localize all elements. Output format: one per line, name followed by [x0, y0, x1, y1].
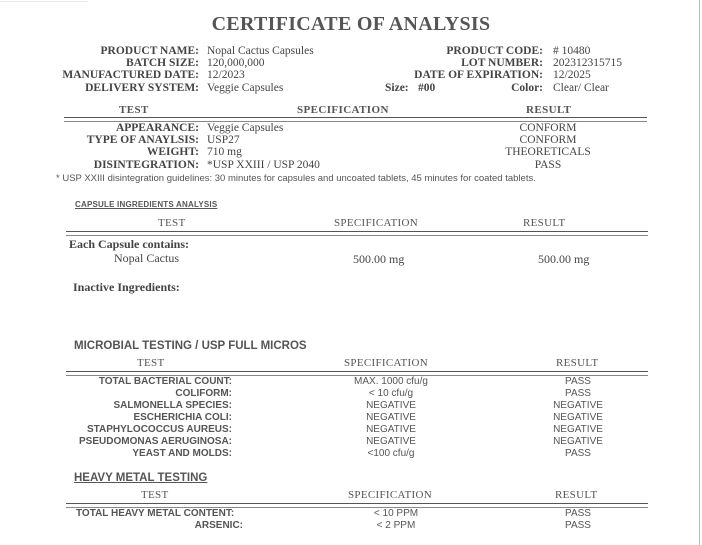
- col-header-specification: SPECIFICATION: [334, 217, 418, 229]
- micro-test-label: PSEUDOMONAS AERUGINOSA:: [79, 436, 232, 447]
- micro-test-result: NEGATIVE: [553, 436, 603, 447]
- micro-test-result: NEGATIVE: [553, 400, 603, 411]
- each-capsule-contains-label: Each Capsule contains:: [69, 237, 190, 251]
- col-header-test: TEST: [141, 489, 169, 501]
- micro-test-spec: NEGATIVE: [366, 436, 416, 447]
- test-spec: Veggie Capsules: [207, 122, 284, 134]
- product-code-label: PRODUCT CODE:: [446, 45, 543, 57]
- col-header-result: RESULT: [526, 104, 572, 116]
- scan-edge-line: [0, 1, 88, 2]
- test-spec: *USP XXIII / USP 2040: [207, 159, 320, 171]
- micro-test-spec: NEGATIVE: [366, 412, 416, 423]
- test-result: CONFORM: [519, 134, 577, 146]
- micro-test-label: STAPHYLOCOCCUS AUREUS:: [86, 424, 232, 435]
- col-header-test: TEST: [137, 357, 165, 369]
- test-label: TYPE OF ANAYLSIS:: [86, 134, 199, 146]
- test-spec: 710 mg: [207, 146, 242, 158]
- heavy-metal-test-label: ARSENIC:: [194, 520, 243, 531]
- test-spec: USP27: [207, 134, 240, 146]
- lot-number-label: LOT NUMBER:: [461, 57, 543, 69]
- size-label: Size:: [385, 82, 409, 94]
- micro-test-result: PASS: [565, 388, 591, 399]
- micro-test-spec: MAX. 1000 cfu/g: [354, 376, 428, 387]
- col-header-test: TEST: [158, 217, 186, 229]
- col-header-specification: SPECIFICATION: [348, 489, 432, 501]
- micro-test-result: PASS: [565, 376, 591, 387]
- test-label: DISINTEGRATION:: [93, 159, 199, 171]
- capsule-ingredients-heading: CAPSULE INGREDIENTS ANALYSIS: [75, 200, 218, 209]
- product-name-value: Nopal Cactus Capsules: [207, 45, 314, 57]
- delivery-system-label: DELIVERY SYSTEM:: [85, 82, 199, 94]
- test-result: PASS: [534, 159, 562, 171]
- micro-test-result: NEGATIVE: [553, 424, 603, 435]
- ingredient-name: Nopal Cactus: [114, 251, 179, 265]
- lot-number-value: 202312315715: [553, 57, 622, 69]
- batch-size-value: 120,000,000: [207, 57, 265, 69]
- document-title: CERTIFICATE OF ANALYSIS: [211, 13, 491, 35]
- col-header-test: TEST: [119, 104, 149, 116]
- col-header-specification: SPECIFICATION: [297, 104, 389, 116]
- micro-test-label: TOTAL BACTERIAL COUNT:: [98, 376, 232, 387]
- ingredient-result: 500.00 mg: [538, 252, 590, 266]
- col-header-result: RESULT: [555, 489, 598, 501]
- product-code-value: # 10480: [553, 45, 591, 57]
- micro-test-spec: NEGATIVE: [366, 400, 416, 411]
- col-header-result: RESULT: [556, 357, 599, 369]
- expiration-date-label: DATE OF EXPIRATION:: [414, 69, 543, 81]
- col-header-specification: SPECIFICATION: [344, 357, 428, 369]
- heavy-metal-test-label: TOTAL HEAVY METAL CONTENT:: [76, 508, 235, 519]
- heavy-metal-spec: < 10 PPM: [373, 508, 419, 519]
- disintegration-footnote: * USP XXIII disintegration guidelines: 30 minutes for capsules and uncoated tablets, 45 minutes for coated tablets.: [56, 173, 536, 184]
- batch-size-label: BATCH SIZE:: [126, 57, 199, 69]
- product-name-label: PRODUCT NAME:: [100, 45, 199, 57]
- color-label: Color:: [511, 82, 543, 94]
- manufactured-date-value: 12/2023: [207, 69, 245, 81]
- heavy-metal-spec: < 2 PPM: [376, 520, 416, 531]
- manufactured-date-label: MANUFACTURED DATE:: [62, 69, 199, 81]
- test-result: CONFORM: [519, 122, 577, 134]
- micro-test-result: NEGATIVE: [553, 412, 603, 423]
- micro-test-label: SALMONELLA SPECIES:: [113, 400, 232, 411]
- micro-test-label: COLIFORM:: [175, 388, 232, 399]
- micro-test-label: YEAST AND MOLDS:: [132, 448, 232, 459]
- test-label: WEIGHT:: [146, 146, 199, 158]
- test-result: THEORETICALS: [505, 146, 591, 158]
- inactive-ingredients-label: Inactive Ingredients:: [73, 280, 180, 294]
- test-label: APPEARANCE:: [115, 122, 199, 134]
- micro-test-spec: NEGATIVE: [366, 424, 416, 435]
- micro-test-result: PASS: [565, 448, 591, 459]
- micro-test-spec: < 10 cfu/g: [368, 388, 414, 399]
- micro-test-label: ESCHERICHIA COLI:: [133, 412, 232, 423]
- expiration-date-value: 12/2025: [553, 69, 591, 81]
- color-value: Clear/ Clear: [553, 82, 609, 94]
- ingredient-spec: 500.00 mg: [353, 252, 405, 266]
- microbial-heading: MICROBIAL TESTING / USP FULL MICROS: [74, 340, 307, 352]
- heavy-metal-result: PASS: [565, 520, 591, 531]
- col-header-result: RESULT: [523, 217, 566, 229]
- page-edge-border: [699, 0, 700, 545]
- delivery-system-value: Veggie Capsules: [207, 82, 284, 94]
- size-value: #00: [418, 82, 436, 94]
- micro-test-spec: <100 cfu/g: [367, 448, 415, 459]
- heavy-metal-heading: HEAVY METAL TESTING: [74, 472, 208, 484]
- header-double-rule: [66, 231, 648, 236]
- heavy-metal-result: PASS: [565, 508, 591, 519]
